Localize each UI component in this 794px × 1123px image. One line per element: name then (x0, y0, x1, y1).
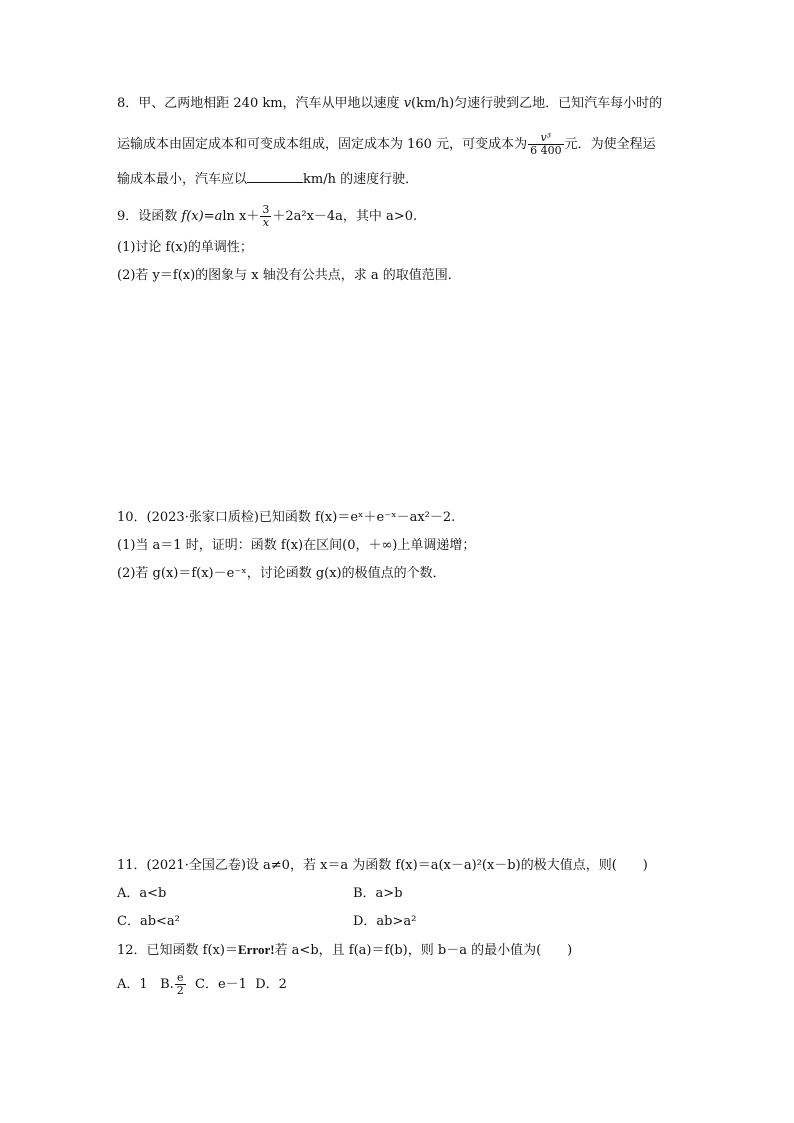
q11-option-d: D．ab>a² (353, 914, 417, 929)
q8-text: km/h 的速度行驶． (303, 172, 419, 187)
q8-text: 8．甲、乙两地相距 240 km，汽车从甲地以速度 (117, 96, 404, 111)
q10-part-2: (2)若 g(x)＝f(x)－e⁻ˣ，讨论函数 g(x)的极值点的个数． (117, 566, 446, 581)
q12-stem (117, 942, 572, 959)
q12-error-text: Error! (237, 942, 275, 957)
fraction-numerator: v³ (528, 132, 564, 145)
fraction-denominator: 6 400 (530, 144, 562, 157)
q9-text: 9．设函数 (117, 209, 182, 224)
q11-option-c: C．ab<a² (117, 914, 180, 929)
fraction-denominator: x (262, 216, 269, 229)
fraction-numerator: e (175, 972, 186, 985)
q9-func: f(x)=a (181, 209, 223, 224)
q12-text: 若 a<b，且 f(a)＝f(b)，则 b－a 的最小值为( ) (274, 943, 573, 958)
q12-option-d: D．2 (255, 977, 287, 992)
q12-option-c: C．e－1 (195, 977, 247, 992)
q8-line-2 (117, 132, 656, 157)
q11-stem: 11．(2021·全国乙卷)设 a≠0，若 x＝a 为函数 f(x)＝a(x－a)²(x－b)的极大值点，则( ) (117, 858, 648, 873)
fraction-denominator: 2 (176, 984, 184, 997)
q10-stem: 10．(2023·张家口质检)已知函数 f(x)＝eˣ＋e⁻ˣ－ax²－2. (117, 510, 456, 525)
q12-options (117, 972, 287, 997)
q10-part-1: (1)当 a＝1 时，证明：函数 f(x)在区间(0，＋∞)上单调递增； (117, 538, 476, 553)
q9-fraction (260, 204, 271, 229)
q8-text: (km/h)匀速行驶到乙地．已知汽车每小时的 (411, 96, 663, 111)
q8-text: 运输成本由固定成本和可变成本组成，固定成本为 160 元，可变成本为 (117, 137, 528, 152)
q11-option-a: A．a<b (117, 886, 167, 901)
fraction-numerator: 3 (262, 203, 270, 216)
q8-line-1 (117, 96, 662, 112)
q8-text: 输成本最小，汽车应以 (117, 172, 248, 187)
q12-option-b-label: B. (160, 977, 174, 992)
q9-stem (117, 204, 417, 229)
q12-option-a: A．1 (117, 977, 148, 992)
answer-blank (247, 170, 303, 183)
q9-part-2: (2)若 y＝f(x)的图象与 x 轴没有公共点，求 a 的取值范围． (117, 268, 461, 283)
q12-text: 12．已知函数 f(x)＝ (117, 943, 238, 958)
q8-fraction (528, 132, 564, 157)
q8-var-v: v (403, 96, 412, 111)
q9-text: ＋2a²x－4a，其中 a>0. (272, 209, 418, 224)
q11-option-b: B．a>b (353, 886, 403, 901)
q8-text: 元．为使全程运 (564, 137, 656, 152)
q12-option-b-fraction (175, 972, 186, 997)
q8-line-3 (117, 170, 418, 188)
q9-part-1: (1)讨论 f(x)的单调性； (117, 240, 253, 255)
q9-text: ln x＋ (222, 209, 260, 224)
